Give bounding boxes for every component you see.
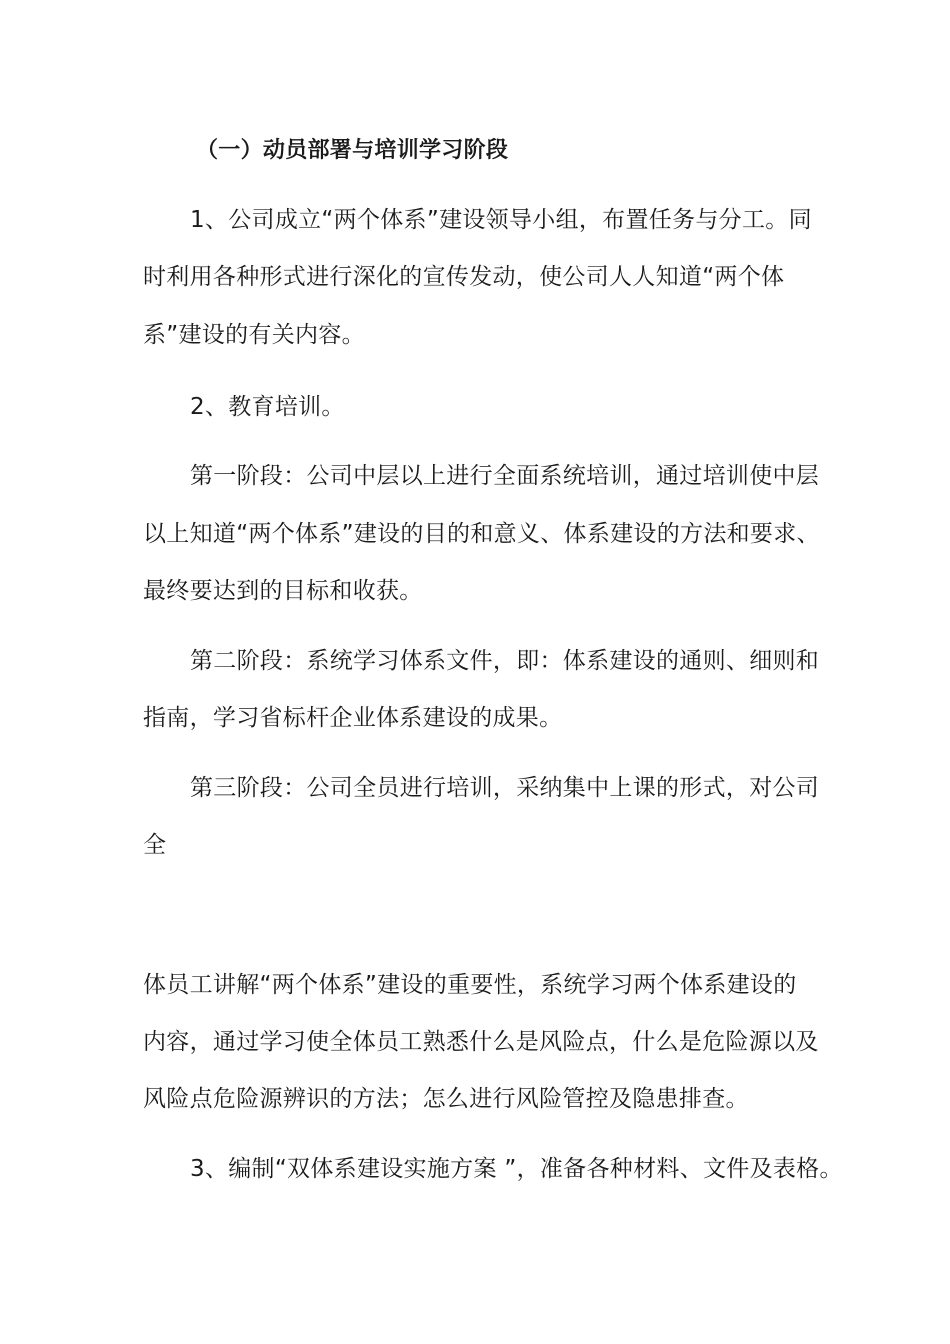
paragraph-line: 全 (143, 832, 167, 858)
paragraph-line: 1、公司成立“两个体系”建设领导小组，布置任务与分工。同 (190, 207, 812, 233)
paragraph-line: 风险点危险源辨识的方法；怎么进行风险管控及隐患排查。 (143, 1086, 749, 1112)
paragraph-line: 2、教育培训。 (190, 394, 345, 420)
paragraph-line: 系”建设的有关内容。 (143, 322, 365, 348)
paragraph-line: 内容，通过学习使全体员工熟悉什么是风险点，什么是危险源以及 (143, 1029, 819, 1055)
paragraph-line: 第三阶段：公司全员进行培训，采纳集中上课的形式，对公司 (190, 775, 820, 801)
paragraph-line: 第一阶段：公司中层以上进行全面系统培训，通过培训使中层 (190, 463, 820, 489)
paragraph-line: 指南，学习省标杆企业体系建设的成果。 (143, 705, 563, 731)
paragraph-line: 第二阶段：系统学习体系文件，即：体系建设的通则、细则和 (190, 648, 820, 674)
paragraph-line: 以上知道“两个体系”建设的目的和意义、体系建设的方法和要求、 (143, 521, 820, 547)
paragraph-line: 3、编制“双体系建设实施方案 ”，准备各种材料、文件及表格。 (190, 1156, 843, 1182)
paragraph-line: 时利用各种形式进行深化的宣传发动，使公司人人知道“两个体 (143, 264, 785, 290)
paragraph-line: 最终要达到的目标和收获。 (143, 578, 423, 604)
paragraph-line: 体员工讲解“两个体系”建设的重要性，系统学习两个体系建设的 (143, 972, 797, 998)
section-heading: （一）动员部署与培训学习阶段 (196, 138, 509, 163)
